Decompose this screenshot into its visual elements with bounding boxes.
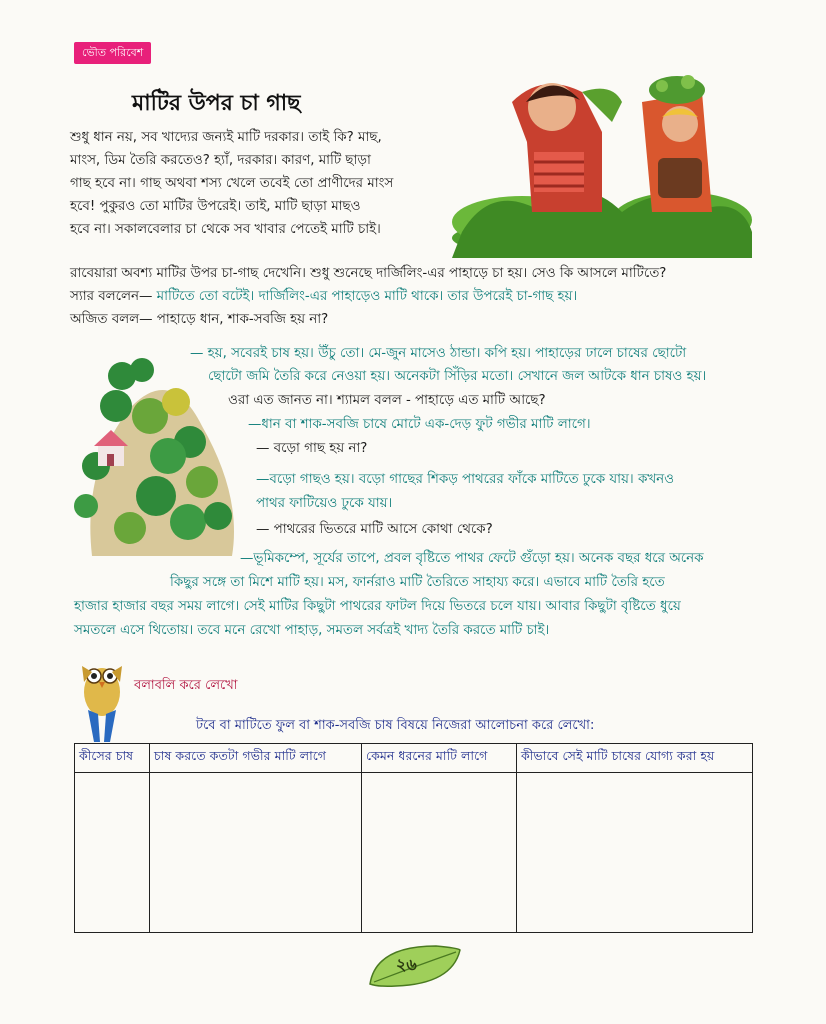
answer-cell[interactable] — [362, 773, 517, 933]
page-number: ২৬ — [396, 955, 417, 974]
intro-line: শুধু ধান নয়, সব খাদ্যের জন্যই মাটি দরকার। তাই কি? মাছ, — [70, 130, 382, 145]
dialogue-line: ওরা এত জানত না। শ্যামল বলল - পাহাড়ে এত মাটি আছে? — [228, 393, 546, 408]
activity-instruction: টবে বা মাটিতে ফুল বা শাক-সবজি চাষ বিষয়ে নিজেরা আলোচনা করে লেখো: — [196, 718, 595, 733]
dialogue-line: —বড়ো গাছও হয়। বড়ো গাছের শিকড় পাথরের ফাঁকে মাটিতে ঢুকে যায়। কখনও — [256, 472, 674, 487]
dialogue-line: — হয়, সবেরই চাষ হয়। উঁচু তো। মে-জুন মাসেও ঠান্ডা। কপি হয়। পাহাড়ের ঢালে চাষের ছোটো — [190, 346, 687, 361]
activity-subtitle: বলাবলি করে লেখো — [134, 678, 238, 693]
sir-reply: মাটিতে তো বটেই। দার্জিলিং-এর পাহাড়েও মাটি থাকে। তার উপরেই চা-গাছ হয়। — [152, 289, 578, 304]
table-row — [75, 773, 753, 933]
tea-pickers-illustration — [452, 62, 752, 258]
dialogue-line: পাথর ফাটিয়েও ঢুকে যায়। — [256, 496, 393, 511]
dialogue-line: ছোটো জমি তৈরি করে নেওয়া হয়। অনেকটা সিঁড়ির মতো। সেখানে জল আটকে ধান চাষও হয়। — [208, 369, 707, 384]
activity-table — [74, 743, 753, 933]
column-header: কীসের চাষ — [75, 744, 150, 773]
dialogue-line: কিছুর সঙ্গে তা মিশে মাটি হয়। মস, ফার্নরাও মাটি তৈরিতে সাহায্য করে। এভাবে মাটি তৈরি হতে — [170, 575, 665, 590]
answer-cell[interactable] — [517, 773, 753, 933]
intro-line: হবে না। সকালবেলার চা থেকে সব খাবার পেতেই মাটি চাই। — [70, 222, 381, 237]
intro-paragraph — [70, 126, 460, 241]
intro-line: গাছ হবে না। গাছ অথবা শস্য খেলে তবেই তো প্রাণীদের মাংস — [70, 176, 394, 191]
owl-icon — [78, 652, 126, 744]
answer-cell[interactable] — [150, 773, 362, 933]
page-title: মাটির উপর চা গাছ — [132, 91, 301, 116]
sir-said-line — [70, 285, 760, 308]
dialogue-line: — পাথরের ভিতরে মাটি আসে কোথা থেকে? — [256, 522, 493, 537]
column-header: কীভাবে সেই মাটি চাষের যোগ্য করা হয় — [517, 744, 753, 773]
dialogue-line: —ভূমিকম্পে, সূর্যের তাপে, প্রবল বৃষ্টিতে পাথর ফেটে গুঁড়ো হয়। অনেক বছর ধরে অনেক — [240, 551, 704, 566]
text-line: রাবেয়ারা অবশ্য মাটির উপর চা-গাছ দেখেনি। শুধু শুনেছে দার্জিলিং-এর পাহাড়ে চা হয়। সেও কি আসলে মাটিতে? — [70, 266, 667, 281]
ajit-question: অজিত বলল— পাহাড়ে ধান, শাক-সবজি হয় না? — [70, 312, 329, 327]
answer-cell[interactable] — [75, 773, 150, 933]
intro-line: মাংস, ডিম তৈরি করতেও? হ্যাঁ, দরকার। কারণ, মাটি ছাড়া — [70, 153, 371, 168]
column-header: কেমন ধরনের মাটি লাগে — [362, 744, 517, 773]
intro-line: হবে! পুকুরও তো মাটির উপরেই। তাই, মাটি ছাড়া মাছও — [70, 199, 361, 214]
dialogue-line: হাজার হাজার বছর সময় লাগে। সেই মাটির কিছুটা পাথরের ফাটল দিয়ে ভিতরে চলে যায়। আবার কিছুটা বৃষ্টিতে ধুয়ে — [74, 599, 681, 614]
column-header: চাষ করতে কতটা গভীর মাটি লাগে — [150, 744, 362, 773]
section-tag: ভৌত পরিবেশ — [74, 42, 151, 64]
speaker: স্যার বললেন— — [70, 289, 153, 304]
dialogue-line: সমতলে এসে থিতোয়। তবে মনে রেখো পাহাড়, সমতল সর্বত্রই খাদ্য তৈরি করতে মাটি চাই। — [74, 623, 550, 638]
table-header-row — [75, 744, 753, 773]
dialogue-line: — বড়ো গাছ হয় না? — [256, 441, 368, 456]
dialogue-line: —ধান বা শাক-সবজি চাষে মোটে এক-দেড় ফুট গভীর মাটি লাগে। — [248, 417, 591, 432]
